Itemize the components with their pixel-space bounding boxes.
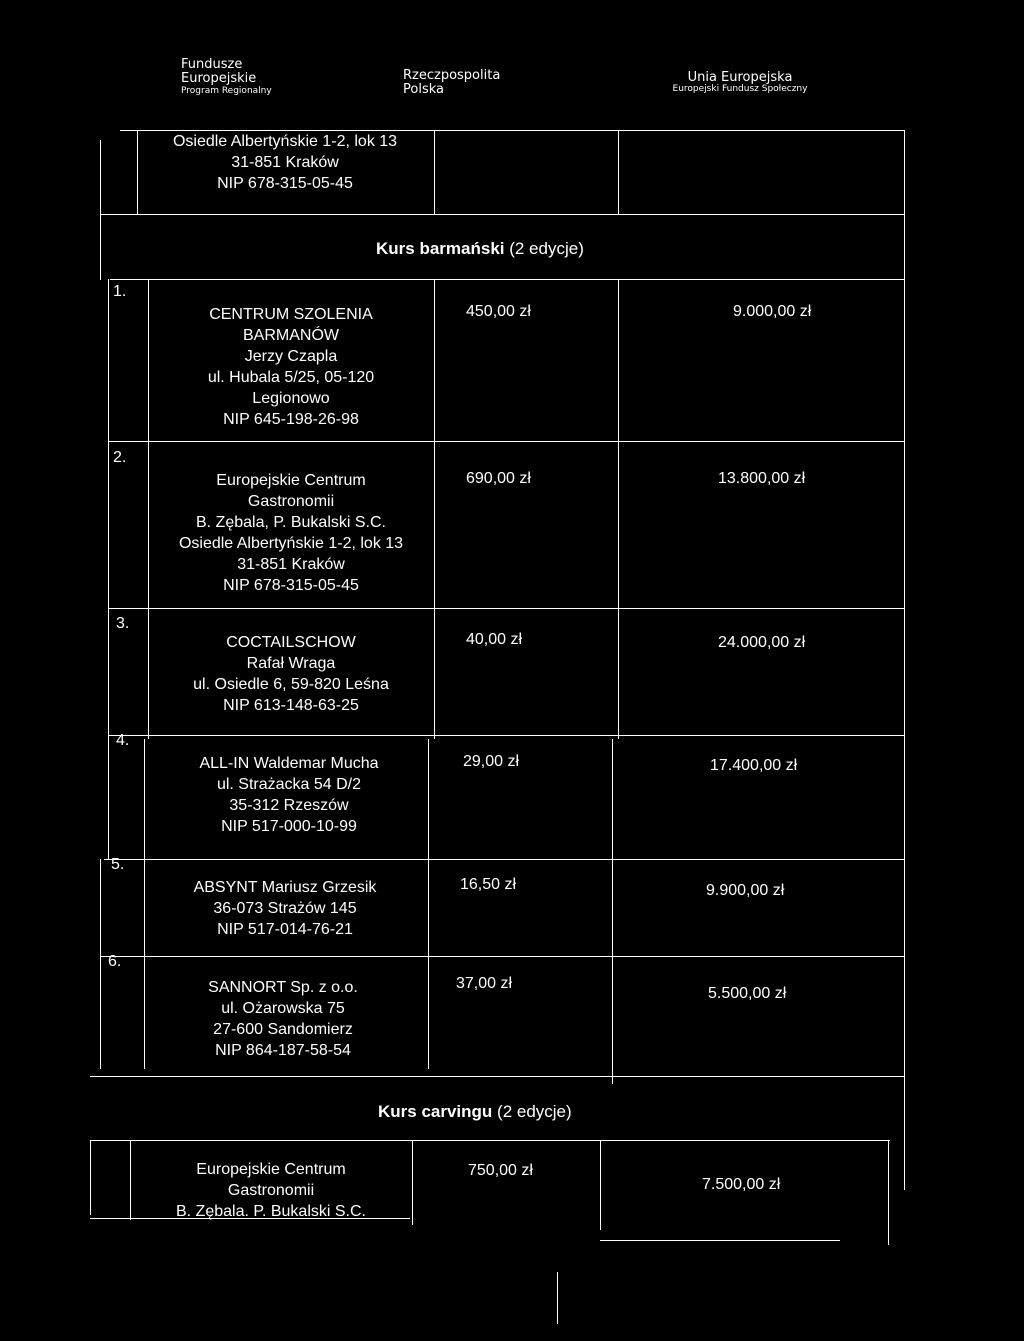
supplier-line: Legionowo: [252, 390, 330, 407]
supplier-line: ul. Hubala 5/25, 05-120: [207, 369, 375, 386]
grid-line: [618, 130, 619, 215]
grid-line: [110, 279, 905, 280]
supplier-line: B. Zębala. P. Bukalski S.C.: [175, 1203, 366, 1220]
supplier-line: NIP 613-148-63-25: [223, 697, 359, 714]
supplier-cell: [152, 470, 430, 596]
grid-line: [100, 956, 905, 957]
supplier-line: ul. Ożarowska 75: [221, 1000, 345, 1017]
unit-price: 40,00 zł: [466, 631, 523, 648]
grid-line: [600, 1240, 840, 1241]
unit-price: 16,50 zł: [460, 876, 517, 893]
unit-price: 29,00 zł: [463, 753, 520, 770]
row-number: 3.: [116, 615, 130, 632]
total-price: 9.900,00 zł: [706, 882, 785, 899]
address-line: Osiedle Albertyńskie 1-2, lok 13: [172, 133, 398, 150]
address-line: 31-851 Kraków: [231, 154, 339, 171]
grid-line: [108, 735, 905, 736]
grid-line: [148, 279, 149, 739]
supplier-line: NIP 864-187-58-54: [215, 1042, 351, 1059]
grid-line: [600, 1140, 601, 1230]
supplier-cell: [152, 304, 430, 430]
unit-price: 750,00 zł: [468, 1162, 533, 1179]
grid-line: [434, 130, 435, 215]
total-price: 17.400,00 zł: [710, 757, 798, 774]
supplier-cell: [144, 977, 422, 1061]
logo-fundusze-europejskie: [181, 58, 272, 96]
supplier-line: 36-073 Strażów 145: [213, 900, 357, 917]
row-number: 6.: [108, 953, 122, 970]
grid-line: [100, 214, 905, 215]
grid-line: [100, 140, 101, 280]
supplier-line: Gastronomii: [247, 493, 335, 510]
supplier-line: SANNORT Sp. z o.o.: [208, 979, 358, 996]
section-title-bold: Kurs carvingu: [378, 1102, 493, 1121]
grid-line: [428, 739, 429, 1069]
supplier-line: 31-851 Kraków: [237, 556, 345, 573]
row-number: 5.: [111, 856, 125, 873]
supplier-line: ul. Strażacka 54 D/2: [216, 776, 362, 793]
address-line: NIP 678-315-05-45: [217, 175, 353, 192]
unit-price: 450,00 zł: [466, 303, 531, 320]
supplier-line: 35-312 Rzeszów: [229, 797, 349, 814]
grid-line: [612, 739, 613, 1084]
supplier-line: B. Zębala, P. Bukalski S.C.: [195, 514, 386, 531]
total-price: 7.500,00 zł: [702, 1176, 781, 1193]
supplier-line: ul. Osiedle 6, 59-820 Leśna: [193, 676, 389, 693]
supplier-line: CENTRUM SZOLENIA: [209, 306, 373, 323]
supplier-cell: [134, 1159, 408, 1222]
grid-line: [90, 1140, 890, 1141]
logo-line: Rzeczpospolita: [403, 68, 501, 83]
logo-line: Unia Europejska: [687, 70, 793, 85]
grid-line: [108, 279, 109, 859]
section-title-rest: (2 edycje): [504, 239, 584, 258]
supplier-cell: [150, 753, 428, 837]
supplier-line: NIP 517-014-76-21: [217, 921, 353, 938]
grid-line: [618, 279, 619, 739]
logo-line: Polska: [403, 82, 444, 98]
supplier-line: ALL-IN Waldemar Mucha: [199, 755, 379, 772]
grid-line: [904, 130, 905, 1190]
grid-line: [137, 130, 138, 215]
supplier-line: Jerzy Czapla: [244, 348, 338, 365]
total-price: 5.500,00 zł: [708, 985, 787, 1002]
grid-line: [90, 1076, 905, 1077]
logo-unia-europejska: [660, 71, 820, 95]
grid-line: [557, 1272, 558, 1324]
row-number: 1.: [113, 283, 127, 300]
section-title: [376, 239, 584, 259]
total-price: 13.800,00 zł: [718, 470, 806, 487]
grid-line: [412, 1140, 413, 1225]
supplier-line: Rafał Wraga: [246, 655, 336, 672]
supplier-line: Osiedle Albertyńskie 1-2, lok 13: [178, 535, 404, 552]
grid-line: [108, 608, 905, 609]
row-number: 2.: [113, 449, 127, 466]
supplier-cell: [146, 877, 424, 940]
logo-rzeczpospolita: [403, 69, 500, 98]
supplier-line: 27-600 Sandomierz: [213, 1021, 353, 1038]
section-title-bold: Kurs barmański: [376, 239, 505, 258]
logo-line: Program Regionalny: [181, 85, 272, 96]
logo-line: Europejski Fundusz Społeczny: [672, 84, 808, 95]
supplier-line: Gastronomii: [227, 1182, 315, 1199]
row-number: 4.: [116, 732, 130, 749]
section-title: [378, 1102, 572, 1122]
section-title-rest: (2 edycje): [492, 1102, 572, 1121]
unit-price: 37,00 zł: [456, 975, 513, 992]
supplier-line: COCTAILSCHOW: [226, 634, 356, 651]
supplier-line: BARMANÓW: [243, 327, 339, 344]
supplier-line: NIP 517-000-10-99: [221, 818, 357, 835]
supplier-line: ABSYNT Mariusz Grzesik: [193, 879, 377, 896]
total-price: 9.000,00 zł: [733, 303, 812, 320]
logo-line: Europejskie: [181, 71, 257, 87]
supplier-cell: [152, 632, 430, 716]
grid-line: [108, 441, 905, 442]
grid-line: [100, 859, 101, 1069]
grid-line: [104, 859, 905, 860]
grid-line: [130, 1140, 131, 1220]
logo-line: Fundusze: [181, 57, 243, 72]
supplier-line: Europejskie Centrum: [196, 1161, 346, 1178]
supplier-line: Europejskie Centrum: [216, 472, 366, 489]
grid-line: [888, 1140, 889, 1245]
grid-line: [90, 1140, 91, 1215]
supplier-line: NIP 645-198-26-98: [223, 411, 359, 428]
top-fragment-address: [148, 131, 422, 194]
unit-price: 690,00 zł: [466, 470, 531, 487]
grid-line: [434, 279, 435, 739]
total-price: 24.000,00 zł: [718, 634, 806, 651]
supplier-line: NIP 678-315-05-45: [223, 577, 359, 594]
